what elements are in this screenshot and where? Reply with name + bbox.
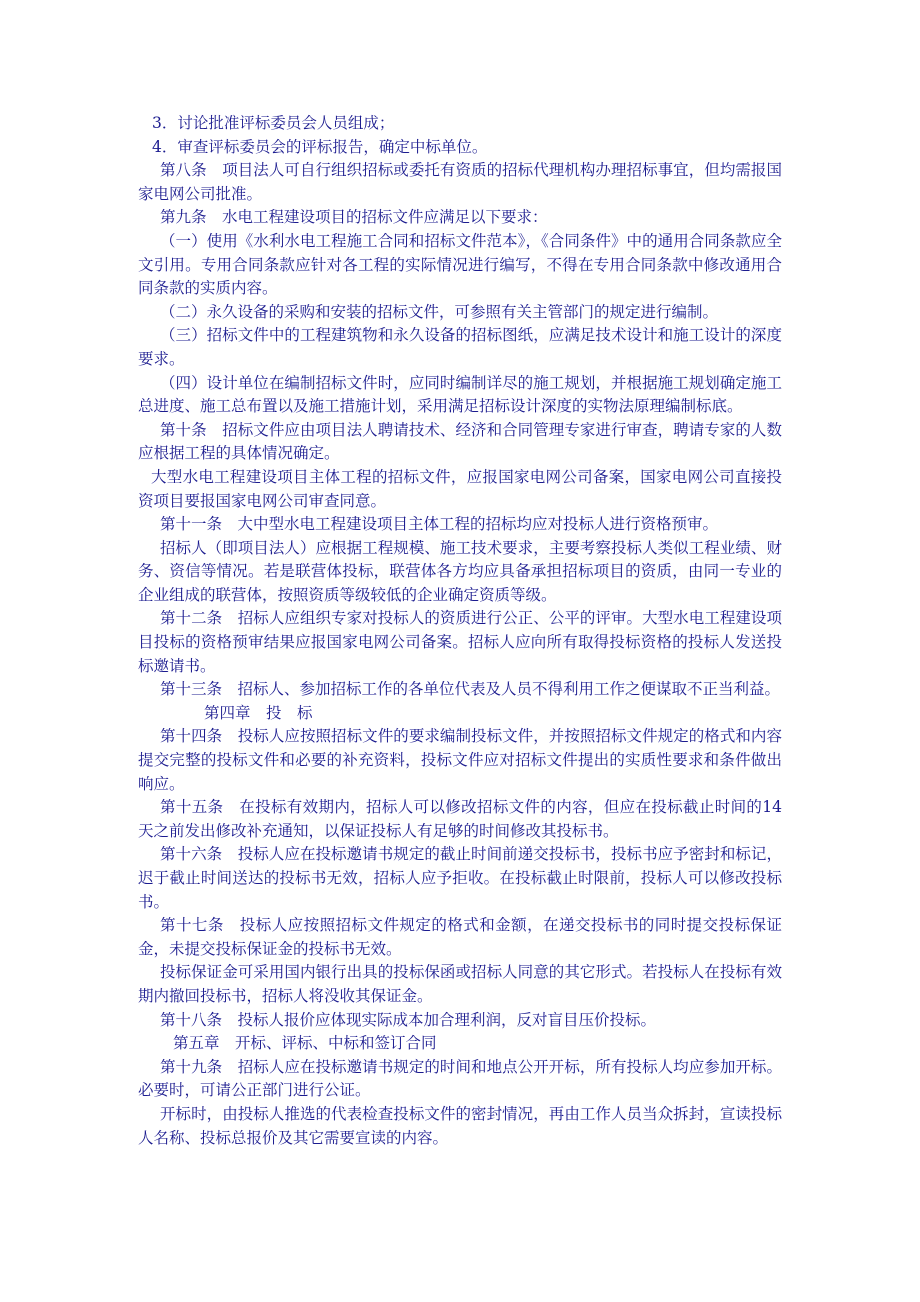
article-18: 第十八条 投标人报价应体现实际成本加合理利润，反对盲目压价投标。 <box>160 1010 657 1029</box>
article-11-paragraph-2: 招标人（即项目法人）应根据工程规模、施工技术要求，主要考察投标人类似工程业绩、财务、资信等情况。若是联营体投标，联营体各方均应具备承担招标项目的资质，由同一专业的企业组成的联营体，按照资质等级较低的企业确定资质等级。 <box>138 538 782 604</box>
article-16: 第十六条 投标人应在投标邀请书规定的截止时间前递交投标书，投标书应予密封和标记，迟于截止时间送达的投标书无效，招标人应予拒收。在投标截止时限前，投标人可以修改投标书。 <box>138 845 782 911</box>
article-12: 第十二条 招标人应组织专家对投标人的资质进行公正、公平的评审。大型水电工程建设项目投标的资格预审结果应报国家电网公司备案。招标人应向所有取得投标资格的投标人发送投标邀请书。 <box>138 609 782 675</box>
article-9-clause-2: （二）永久设备的采购和安装的招标文件，可参照有关主管部门的规定进行编制。 <box>160 302 719 321</box>
article-19-paragraph-2: 开标时，由投标人推选的代表检查投标文件的密封情况，再由工作人员当众拆封，宣读投标人名称、投标总报价及其它需要宣读的内容。 <box>138 1104 782 1147</box>
item-3: 3．讨论批准评标委员会人员组成； <box>152 114 395 132</box>
article-9-clause-4: （四）设计单位在编制招标文件时，应同时编制详尽的施工规划，并根据施工规划确定施工总进度、施工总布置以及施工措施计划，采用满足招标设计深度的实物法原理编制标底。 <box>138 373 782 416</box>
article-10: 第十条 招标文件应由项目法人聘请技术、经济和合同管理专家进行审查，聘请专家的人数应根据工程的具体情况确定。 <box>138 420 782 463</box>
item-4: 4．审查评标委员会的评标报告，确定中标单位。 <box>152 137 488 156</box>
article-19: 第十九条 招标人应在投标邀请书规定的时间和地点公开开标，所有投标人均应参加开标。必要时，可请公正部门进行公证。 <box>138 1057 782 1100</box>
article-17: 第十七条 投标人应按照招标文件规定的格式和金额，在递交投标书的同时提交投标保证金，未提交投标保证金的投标书无效。 <box>138 916 782 958</box>
article-8: 第八条 项目法人可自行组织招标或委托有资质的招标代理机构办理招标事宜，但均需报国家电网公司批准。 <box>138 161 782 203</box>
chapter-5-heading: 第五章 开标、评标、中标和签订合同 <box>173 1034 437 1053</box>
article-9: 第九条 水电工程建设项目的招标文件应满足以下要求： <box>160 208 548 227</box>
article-9-clause-1: （一）使用《水利水电工程施工合同和招标文件范本》，《合同条件》中的通用合同条款应全文引用。专用合同条款应针对各工程的实际情况进行编写，不得在专用合同条款中修改通用合同条款的实质内容。 <box>138 231 782 298</box>
article-14: 第十四条 投标人应按照招标文件的要求编制投标文件，并按照招标文件规定的格式和内容提交完整的投标文件和必要的补充资料，投标文件应对招标文件提出的实质性要求和条件做出响应。 <box>138 727 782 793</box>
article-15: 第十五条 在投标有效期内，招标人可以修改招标文件的内容，但应在投标截止时间的14天之前发出修改补充通知，以保证投标人有足够的时间修改其投标书。 <box>138 798 782 840</box>
article-9-clause-3: （三）招标文件中的工程建筑物和永久设备的招标图纸，应满足技术设计和施工设计的深度要求。 <box>138 326 782 368</box>
article-10-paragraph-2: 大型水电工程建设项目主体工程的招标文件，应报国家电网公司备案，国家电网公司直接投资项目要报国家电网公司审查同意。 <box>138 467 782 510</box>
article-13: 第十三条 招标人、参加招标工作的各单位代表及人员不得利用工作之便谋取不正当利益。 <box>160 680 781 699</box>
article-11: 第十一条 大中型水电工程建设项目主体工程的招标均应对投标人进行资格预审。 <box>160 515 719 534</box>
article-17-paragraph-2: 投标保证金可采用国内银行出具的投标保函或招标人同意的其它形式。若投标人在投标有效期内撤回投标书，招标人将没收其保证金。 <box>138 963 782 1005</box>
chapter-4-heading: 第四章 投 标 <box>204 703 313 722</box>
